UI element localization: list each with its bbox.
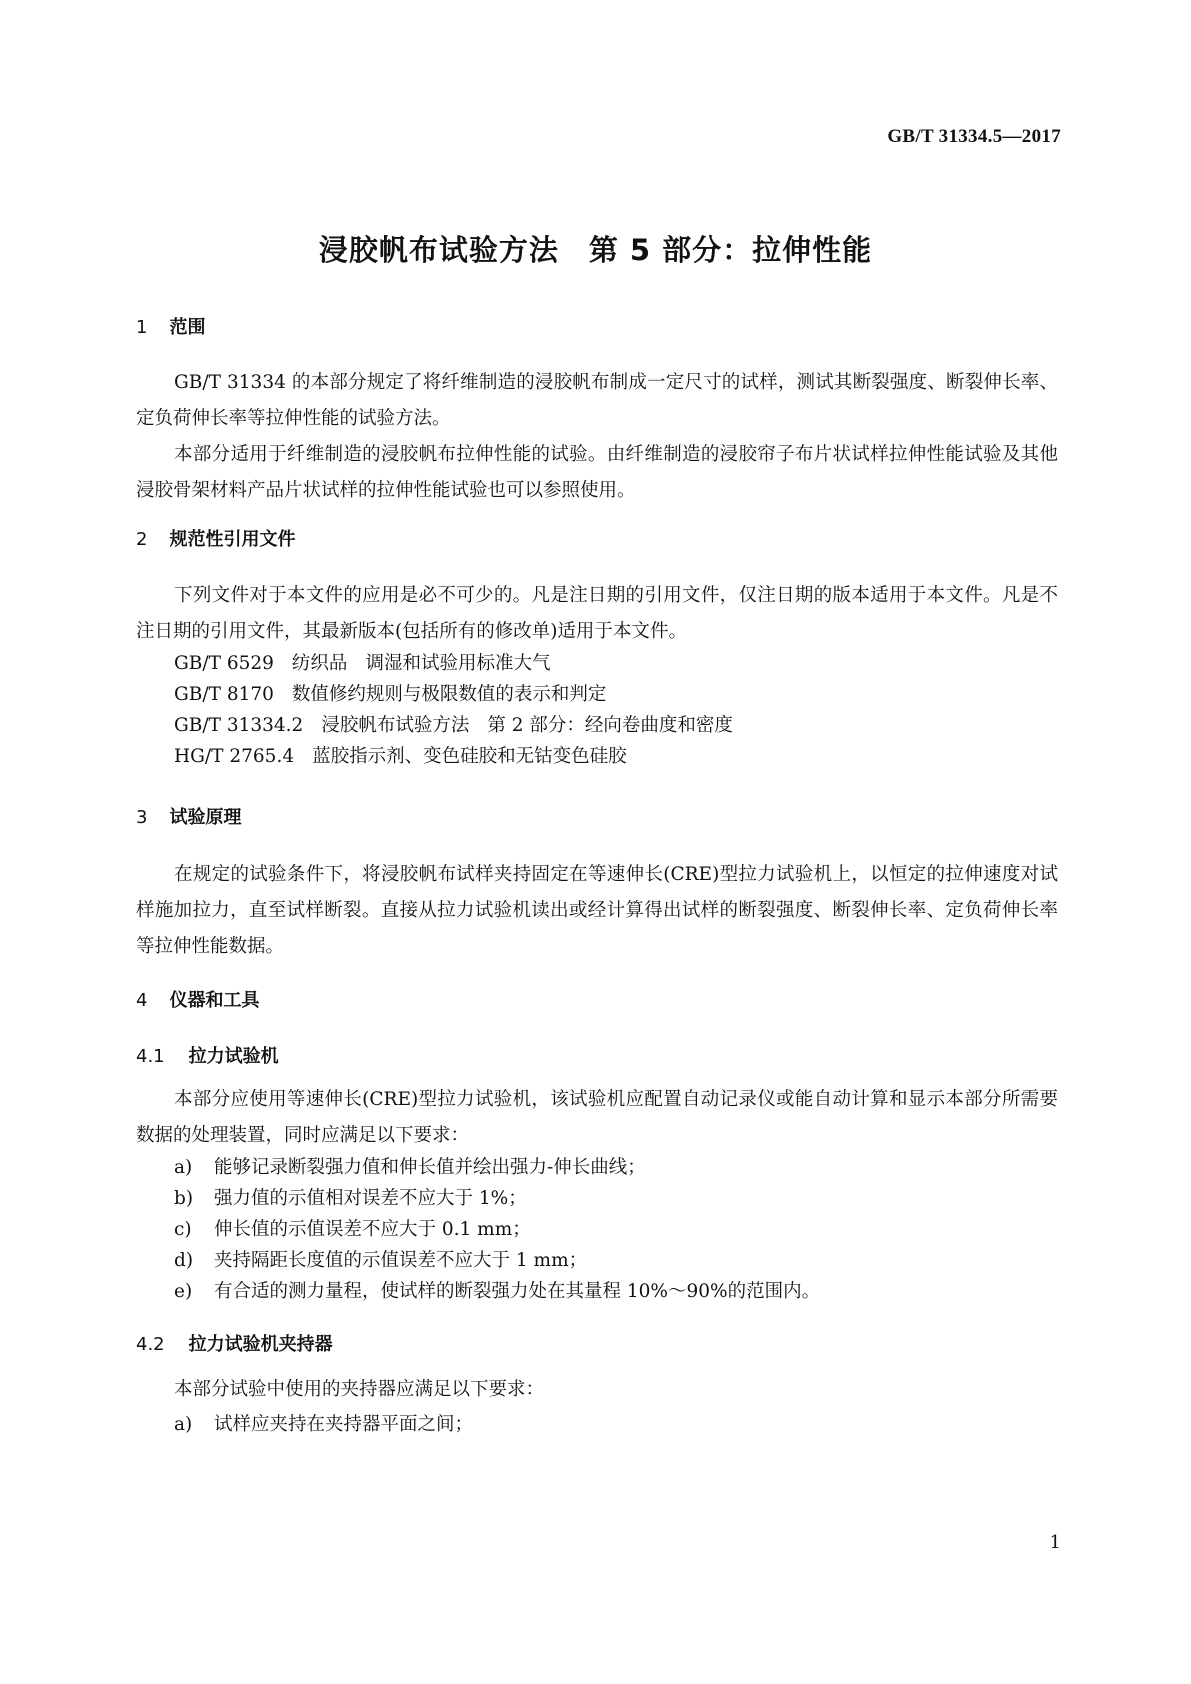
- section-title: 规范性引用文件: [169, 529, 296, 550]
- subsection-number: 4.1: [136, 1046, 165, 1067]
- list-text: 有合适的测力量程，使试样的断裂强力处在其量程 10%～90%的范围内。: [214, 1281, 821, 1302]
- list-item: [174, 1248, 587, 1274]
- subsection-title: 拉力试验机夹持器: [188, 1334, 333, 1355]
- section-1-heading: [136, 313, 205, 339]
- section-1-paragraph-2: 本部分适用于纤维制造的浸胶帆布拉伸性能的试验。由纤维制造的浸胶帘子布片状试样拉伸性能试验及其他浸胶骨架材料产品片状试样的拉伸性能试验也可以参照使用。: [136, 444, 1058, 501]
- reference-code: GB/T 6529: [174, 653, 274, 674]
- list-text: 试样应夹持在夹持器平面之间；: [214, 1414, 474, 1435]
- section-1-paragraph-1: GB/T 31334 的本部分规定了将纤维制造的浸胶帆布制成一定尺寸的试样，测试其断裂强度、断裂伸长率、定负荷伸长率等拉伸性能的试验方法。: [136, 372, 1058, 429]
- section-number: 4: [136, 990, 148, 1011]
- reference-subtitle: 第 2 部分：经向卷曲度和密度: [487, 715, 733, 736]
- subsection-4-1-heading: [136, 1042, 279, 1068]
- subsection-4-2-heading: [136, 1330, 333, 1356]
- list-item: [174, 1186, 527, 1212]
- section-3-heading: [136, 803, 241, 829]
- reference-code: HG/T 2765.4: [174, 746, 295, 767]
- list-item: [174, 1279, 820, 1305]
- list-item: [174, 1155, 646, 1181]
- section-4-heading: [136, 986, 259, 1012]
- list-marker: a): [174, 1414, 193, 1435]
- page-number: 1: [1049, 1532, 1061, 1553]
- list-text: 强力值的示值相对误差不应大于 1%；: [214, 1188, 527, 1209]
- list-marker: d): [174, 1250, 194, 1271]
- reference-title: 蓝胶指示剂、变色硅胶和无钴变色硅胶: [312, 746, 627, 767]
- subsection-4-2-paragraph: 本部分试验中使用的夹持器应满足以下要求：: [174, 1379, 545, 1400]
- subsection-4-1-paragraph: 本部分应使用等速伸长(CRE)型拉力试验机，该试验机应配置自动记录仪或能自动计算和显示本部分所需要数据的处理装置，同时应满足以下要求：: [136, 1089, 1058, 1146]
- reference-subtitle: 调湿和试验用标准大气: [365, 653, 551, 674]
- subsection-number: 4.2: [136, 1334, 165, 1355]
- document-title: 浸胶帆布试验方法 第 5 部分：拉伸性能: [318, 233, 873, 267]
- list-marker: a): [174, 1157, 193, 1178]
- section-3-paragraph: 在规定的试验条件下，将浸胶帆布试样夹持固定在等速伸长(CRE)型拉力试验机上，以恒定的拉伸速度对试样施加拉力，直至试样断裂。直接从拉力试验机读出或经计算得出试样的断裂强度、断裂伸长率、定负荷伸长率等拉伸性能数据。: [136, 864, 1058, 957]
- list-item: [174, 1217, 531, 1243]
- section-number: 2: [136, 529, 148, 550]
- section-2-intro: 下列文件对于本文件的应用是必不可少的。凡是注日期的引用文件，仅注日期的版本适用于本文件。凡是不注日期的引用文件，其最新版本(包括所有的修改单)适用于本文件。: [136, 585, 1058, 642]
- section-2-heading: [136, 525, 295, 551]
- reference-title: 数值修约规则与极限数值的表示和判定: [291, 684, 607, 705]
- list-text: 伸长值的示值误差不应大于 0.1 mm；: [214, 1219, 531, 1240]
- section-title: 仪器和工具: [169, 990, 260, 1011]
- subsection-title: 拉力试验机: [188, 1046, 279, 1067]
- list-item: [174, 1412, 473, 1438]
- section-title: 试验原理: [169, 807, 242, 828]
- list-text: 夹持隔距长度值的示值误差不应大于 1 mm；: [214, 1250, 588, 1271]
- reference-title: 浸胶帆布试验方法: [321, 715, 470, 736]
- reference-code: GB/T 31334.2: [174, 715, 304, 736]
- reference-code: GB/T 8170: [174, 684, 274, 705]
- standard-code: GB/T 31334.5—2017: [887, 126, 1061, 147]
- section-number: 3: [136, 807, 148, 828]
- reference-item: [174, 682, 624, 708]
- section-number: 1: [136, 317, 148, 338]
- reference-item: [174, 744, 645, 770]
- section-title: 范围: [169, 317, 206, 338]
- list-marker: c): [174, 1219, 192, 1240]
- list-marker: e): [174, 1281, 193, 1302]
- list-text: 能够记录断裂强力值和伸长值并绘出强力-伸长曲线；: [214, 1157, 646, 1178]
- reference-item: [174, 651, 550, 677]
- reference-item: [174, 713, 733, 739]
- list-marker: b): [174, 1188, 194, 1209]
- reference-title: 纺织品: [291, 653, 348, 674]
